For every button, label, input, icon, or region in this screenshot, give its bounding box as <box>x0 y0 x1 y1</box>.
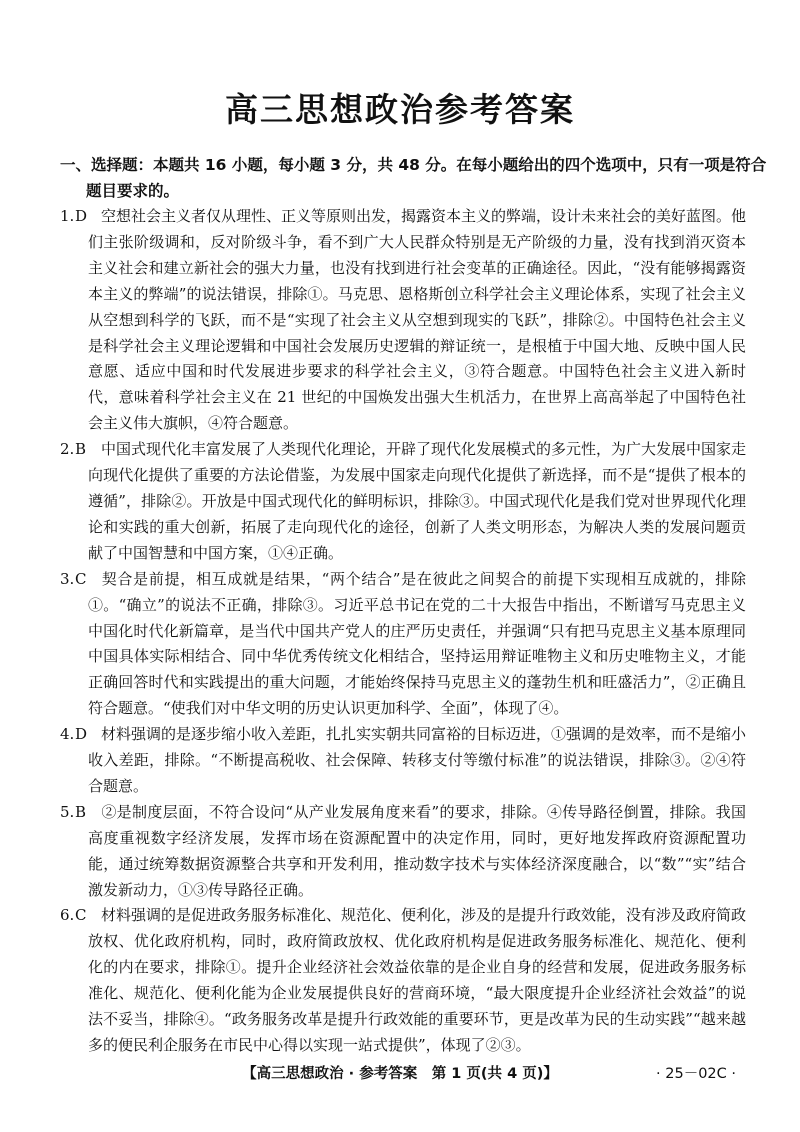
section-heading: 一、选择题：本题共 16 小题，每小题 3 分，共 48 分。在每小题给出的四个选项中，只有一项是符合题目要求的。 <box>60 156 767 200</box>
footer-code: · 25－02C · <box>656 1066 736 1082</box>
item-number: 2. <box>60 440 75 459</box>
answer-item-5 <box>60 800 746 904</box>
item-answer: C <box>75 906 87 925</box>
item-number: 5. <box>60 802 75 821</box>
item-explanation: 契合是前提，相互成就是结果，“两个结合”是在彼此之间契合的前提下实现相互成就的，排除①。“确立”的说法不正确，排除③。习近平总书记在党的二十大报告中指出，不断谱写马克思主义中国化时代化新篇章，是当代中国共产党人的庄严历史责任，并强调“只有把马克思主义基本原理同中国具体实际相结合、同中华优秀传统文化相结合，坚持运用辩证唯物主义和历史唯物主义，才能正确回答时代和实践提出的重大问题，才能始终保持马克思主义的蓬勃生机和旺盛活力”，②正确且符合题意。“使我们对中华文明的历史认识更加科学、全面”，体现了④。 <box>88 569 746 718</box>
item-answer: B <box>75 802 87 821</box>
answer-item-1 <box>60 204 746 437</box>
item-answer: C <box>75 569 87 588</box>
item-number: 3. <box>60 569 75 588</box>
item-number: 6. <box>60 906 75 925</box>
answer-list <box>60 204 746 1059</box>
answer-item-4 <box>60 722 746 800</box>
item-answer: B <box>75 440 87 459</box>
answer-item-3 <box>60 567 746 722</box>
footer-page-label: 【高三思想政治 · 参考答案 第 1 页(共 4 页)】 <box>242 1066 558 1082</box>
answer-item-2 <box>60 437 746 567</box>
answer-item-6 <box>60 903 746 1058</box>
item-number: 1. <box>60 207 75 225</box>
item-explanation: 材料强调的是促进政务服务标准化、规范化、便利化，涉及的是提升行政效能，没有涉及政府简政放权、优化政府机构，同时，政府简政放权、优化政府机构是促进政务服务标准化、规范化、便利化的内在要求，排除①。提升企业经济社会效益依靠的是企业自身的经营和发展，促进政务服务标准化、规范化、便利化能为企业发展提供良好的营商环境，“最大限度提升企业经济社会效益”的说法不妥当，排除④。“政务服务改革是提升行政效能的重要环节，更是改革为民的生动实践”“越来越多的便民利企服务在市民中心得以实现一站式提供”，体现了②③。 <box>88 906 747 1054</box>
item-explanation: 中国式现代化丰富发展了人类现代化理论，开辟了现代化发展模式的多元性，为广大发展中国家走向现代化提供了重要的方法论借鉴，为发展中国家走向现代化提供了新选择，而不是“提供了根本的遵循”，排除②。开放是中国式现代化的鲜明标识，排除③。中国式现代化是我们党对世界现代化理论和实践的重大创新，拓展了走向现代化的途径，创新了人类文明形态，为解决人类的发展问题贡献了中国智慧和中国方案，①④正确。 <box>88 440 747 562</box>
item-answer: D <box>75 207 88 225</box>
item-explanation: 空想社会主义者仅从理性、正义等原则出发，揭露资本主义的弊端，设计未来社会的美好蓝图。他们主张阶级调和，反对阶级斗争，看不到广大人民群众特别是无产阶级的力量，没有找到消灭资本主义社会和建立新社会的强大力量，也没有找到进行社会变革的正确途径。因此，“没有能够揭露资本主义的弊端”的说法错误，排除①。马克思、恩格斯创立科学社会主义理论体系，实现了社会主义从空想到科学的飞跃，而不是“实现了社会主义从空想到现实的飞跃”，排除②。中国特色社会主义是科学社会主义理论逻辑和中国社会发展历史逻辑的辩证统一，是根植于中国大地、反映中国人民意愿、适应中国和时代发展进步要求的科学社会主义，③符合题意。中国特色社会主义进入新时代，意味着科学社会主义在 21 世纪的中国焕发出强大生机活力，在世界上高高举起了中国特色社会主义伟大旗帜，④符合题意。 <box>88 207 747 433</box>
item-explanation: 材料强调的是逐步缩小收入差距，扎扎实实朝共同富裕的目标迈进，①强调的是效率，而不是缩小收入差距，排除。“不断提高税收、社会保障、转移支付等缴付标准”的说法错误，排除③。②④符合题意。 <box>88 725 747 795</box>
item-answer: D <box>75 725 88 744</box>
item-number: 4. <box>60 725 75 744</box>
item-explanation: ②是制度层面，不符合设问“从产业发展角度来看”的要求，排除。④传导路径倒置，排除。我国高度重视数字经济发展，发挥市场在资源配置中的决定作用，同时，更好地发挥政府资源配置功能，通过统筹数据资源整合共享和开发利用，推动数字技术与实体经济深度融合，以“数”“实”结合激发新动力，①③传导路径正确。 <box>88 802 746 899</box>
page-title: 高三思想政治参考答案 <box>225 90 575 129</box>
